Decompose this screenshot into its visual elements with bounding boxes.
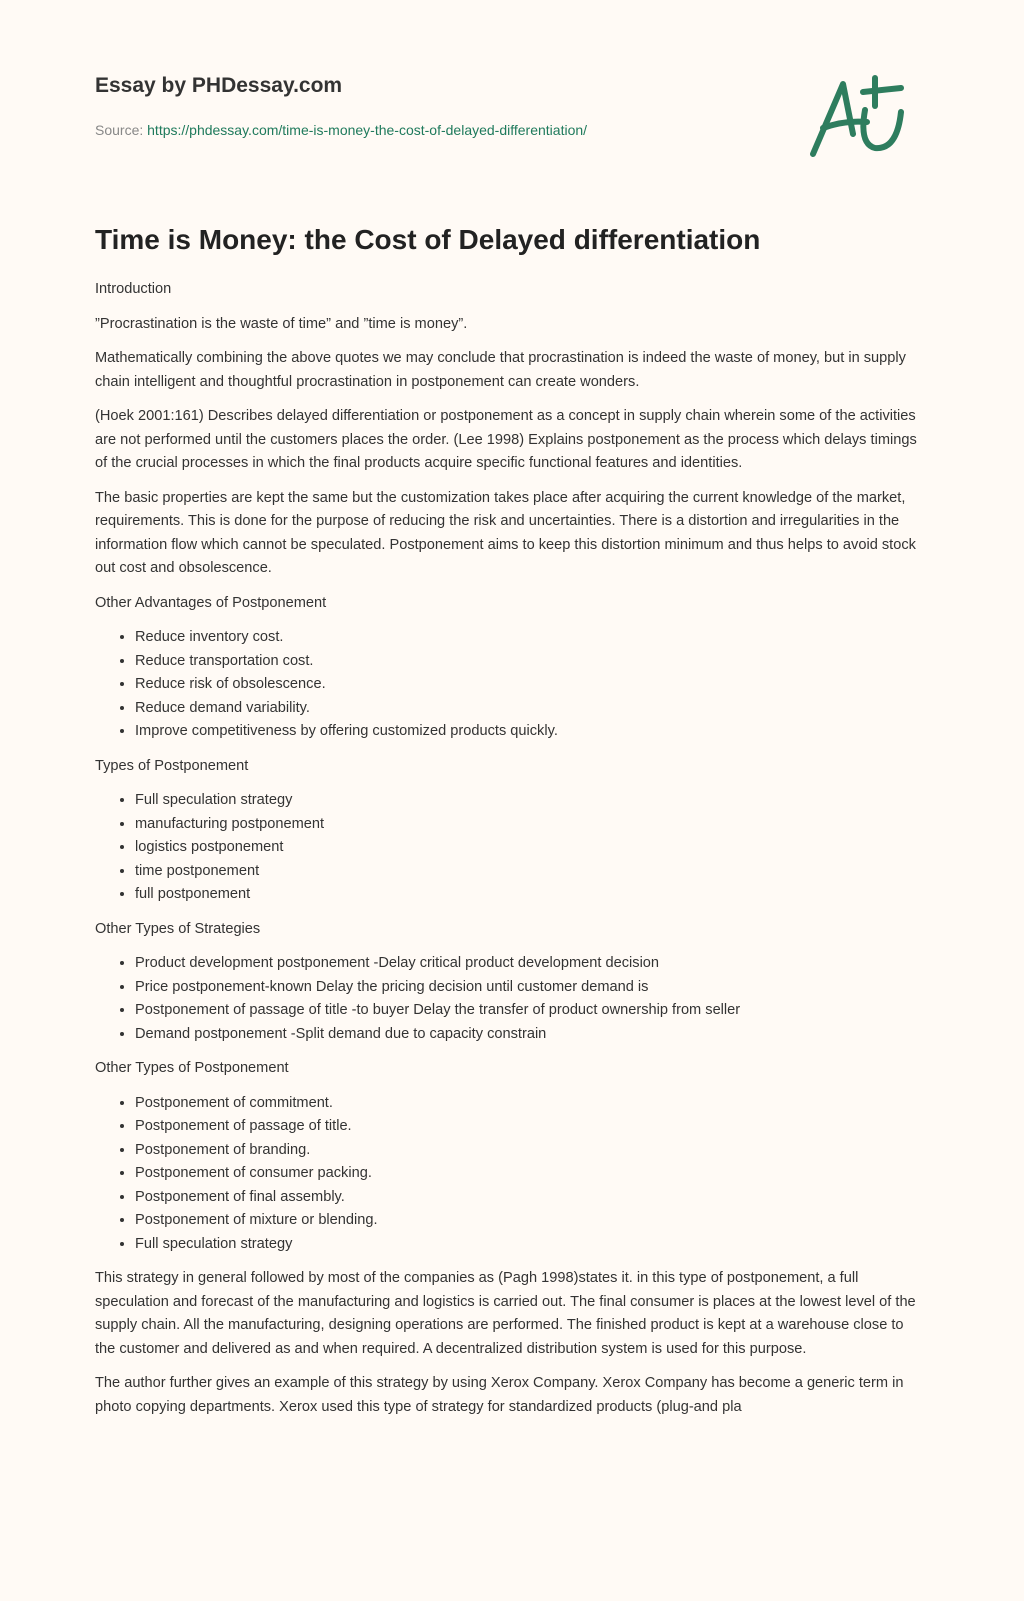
- site-header: [0, 0, 1024, 190]
- bullet-list: [95, 952, 925, 1046]
- list-item: • Reduce transportation cost.: [135, 650, 925, 674]
- paragraph: The author further gives an example of this strategy by using Xerox Company. Xerox Company has become a generic term in photo copying departments. Xerox used this type of strategy for standardized products (plug-and pla: [95, 1375, 904, 1415]
- list-item: • Postponement of passage of title.: [135, 1115, 925, 1139]
- bullet-list: [95, 626, 925, 744]
- list-item: • Demand postponement -Split demand due to capacity constrain: [135, 1023, 925, 1047]
- paragraph: Types of Postponement: [95, 757, 249, 774]
- a-plus-logo-icon: [805, 72, 910, 162]
- list-item: • Postponement of passage of title -to buyer Delay the transfer of product ownership from seller: [135, 999, 925, 1023]
- essay-article: [95, 222, 925, 1430]
- paragraph: (Hoek 2001:161) Describes delayed differentiation or postponement as a concept in supply chain wherein some of the activities are not performed until the customers places the order. (Lee 1998) Explains postponement as the process which delays timings of the crucial processes in which the final products acquire specific functional features and identities.: [95, 408, 917, 471]
- paragraph: Other Types of Postponement: [95, 1060, 289, 1076]
- list-item: • Full speculation strategy: [135, 1233, 925, 1257]
- list-item: • time postponement: [135, 860, 925, 884]
- source-link[interactable]: https://phdessay.com/time-is-money-the-cost-of-delayed-differentiation/: [147, 122, 588, 138]
- list-item: • Product development postponement -Delay critical product development decision: [135, 952, 925, 976]
- paragraph: ”Procrastination is the waste of time” and ”time is money”.: [95, 315, 468, 332]
- list-item: • logistics postponement: [135, 836, 925, 860]
- list-item: • Reduce inventory cost.: [135, 626, 925, 650]
- list-item: • Postponement of final assembly.: [135, 1186, 925, 1210]
- brand-title: Essay by PHDessay.com: [95, 74, 343, 97]
- paragraph: Mathematically combining the above quotes we may conclude that procrastination is indeed the waste of money, but in supply chain intelligent and thoughtful procrastination in postponement can create wonders.: [95, 350, 906, 390]
- list-item: • Postponement of branding.: [135, 1139, 925, 1163]
- list-item: • full postponement: [135, 883, 925, 907]
- list-item: • manufacturing postponement: [135, 813, 925, 837]
- paragraph: This strategy in general followed by most of the companies as (Pagh 1998)states it. in this type of postponement, a full speculation and forecast of the manufacturing and logistics is carried out. The final consumer is places at the lowest level of the supply chain. All the manufacturing, designing operations are performed. The finished product is kept at a warehouse close to the customer and delivered as and when required. A decentralized distribution system is used for this purpose.: [95, 1270, 916, 1357]
- paragraph: Other Types of Strategies: [95, 920, 261, 937]
- essay-title: Time is Money: the Cost of Delayed differentiation: [95, 224, 761, 255]
- list-item: • Postponement of mixture or blending.: [135, 1209, 925, 1233]
- bullet-list: [95, 1092, 925, 1257]
- source-line: [95, 122, 587, 138]
- paragraph: Introduction: [95, 281, 172, 297]
- list-item: • Full speculation strategy: [135, 789, 925, 813]
- list-item: • Price postponement-known Delay the pricing decision until customer demand is: [135, 976, 925, 1000]
- list-item: • Reduce risk of obsolescence.: [135, 673, 925, 697]
- source-label: Source:: [95, 122, 148, 138]
- paragraph: The basic properties are kept the same but the customization takes place after acquiring the current knowledge of the market, requirements. This is done for the purpose of reducing the risk and uncertainties. There is a distortion and irregularities in the information flow which cannot be speculated. Postponement aims to keep this distortion minimum and thus helps to avoid stock out cost and obsolescence.: [95, 489, 916, 576]
- list-item: • Reduce demand variability.: [135, 697, 925, 721]
- paragraph: Other Advantages of Postponement: [95, 594, 327, 611]
- list-item: • Postponement of commitment.: [135, 1092, 925, 1116]
- bullet-list: [95, 789, 925, 907]
- list-item: • Improve competitiveness by offering customized products quickly.: [135, 720, 925, 744]
- list-item: • Postponement of consumer packing.: [135, 1162, 925, 1186]
